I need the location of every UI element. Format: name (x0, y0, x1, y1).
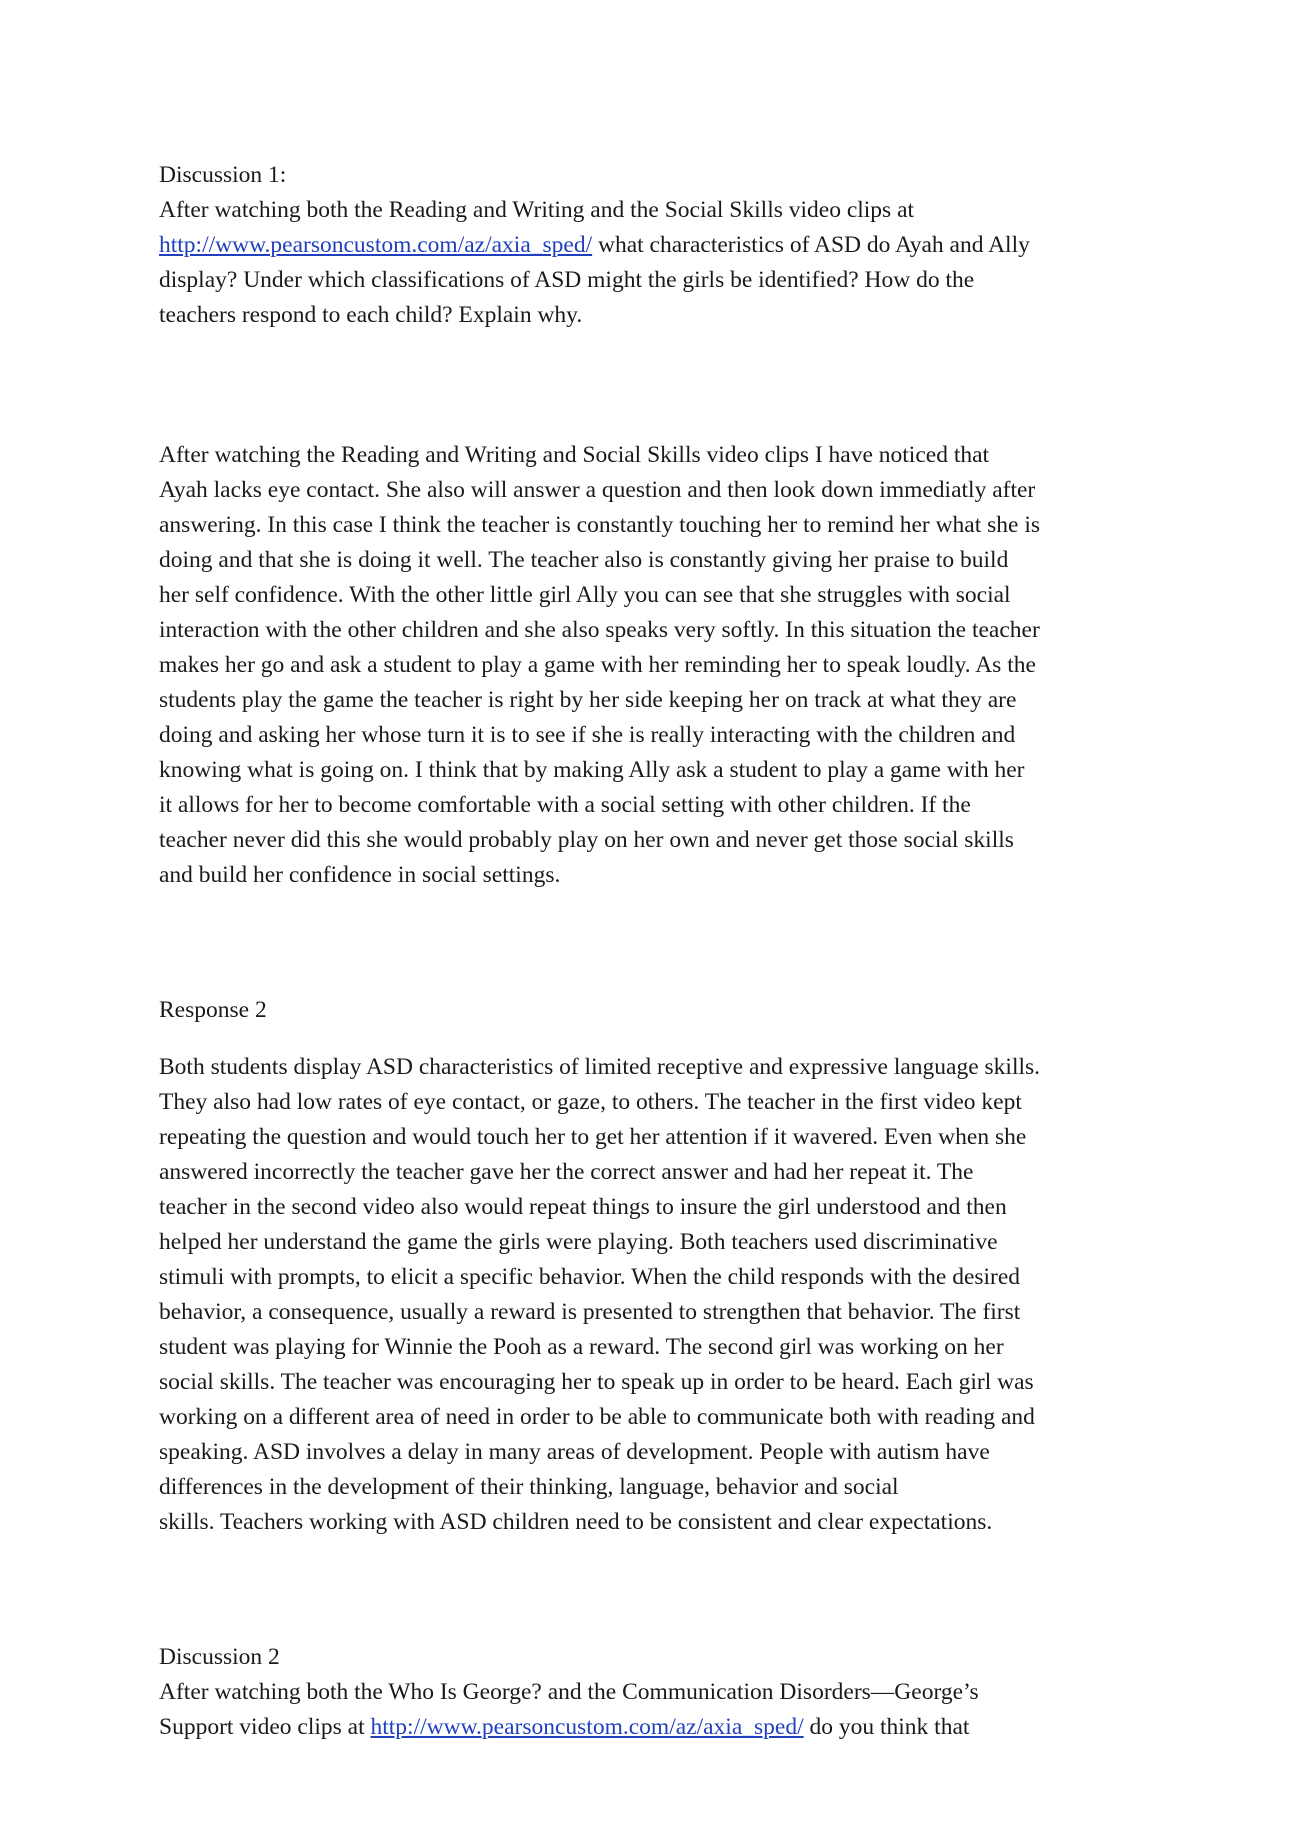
response-1-line: After watching the Reading and Writing and Social Skills video clips I have noticed that (159, 442, 990, 468)
discussion-2-heading: Discussion 2 (159, 1644, 280, 1670)
discussion-1 (159, 158, 1159, 333)
discussion-1-line: display? Under which classifications of ASD might the girls be identified? How do the (159, 267, 975, 293)
discussion-1-heading: Discussion 1: (159, 162, 287, 188)
discussion-2 (159, 1640, 1159, 1745)
response-2-line: skills. Teachers working with ASD children need to be consistent and clear expectations. (159, 1509, 993, 1535)
pearson-link[interactable]: http://www.pearsoncustom.com/az/axia_sped/ (159, 232, 593, 258)
spacer (159, 333, 1159, 438)
response-1-line: her self confidence. With the other little girl Ally you can see that she struggles with social (159, 582, 1011, 608)
response-1-line: doing and asking her whose turn it is to see if she is really interacting with the children and (159, 722, 1016, 748)
response-1-line: makes her go and ask a student to play a game with her reminding her to speak loudly. As the (159, 652, 1036, 678)
response-1-line: teacher never did this she would probably play on her own and never get those social skills (159, 827, 1014, 853)
response-2-line: repeating the question and would touch her to get her attention if it wavered. Even when she (159, 1124, 1027, 1150)
pearson-link[interactable]: http://www.pearsoncustom.com/az/axia_sped/ (370, 1714, 804, 1740)
discussion-1-line: teachers respond to each child? Explain why. (159, 302, 583, 328)
response-2-line: Both students display ASD characteristics of limited receptive and expressive language skills. (159, 1054, 1041, 1080)
response-1 (159, 438, 1159, 893)
response-2-line: differences in the development of their thinking, language, behavior and social (159, 1474, 899, 1500)
spacer (159, 893, 1159, 993)
response-2 (159, 993, 1159, 1540)
discussion-2-line: After watching both the Who Is George? and the Communication Disorders—George’s (159, 1679, 979, 1705)
response-1-line: it allows for her to become comfortable with a social setting with other children. If the (159, 792, 971, 818)
discussion-2-link-line (159, 1710, 1159, 1745)
response-1-line: interaction with the other children and she also speaks very softly. In this situation the teacher (159, 617, 1040, 643)
response-2-line: student was playing for Winnie the Pooh as a reward. The second girl was working on her (159, 1334, 1004, 1360)
response-1-line: doing and that she is doing it well. The teacher also is constantly giving her praise to build (159, 547, 1009, 573)
response-2-line: stimuli with prompts, to elicit a specific behavior. When the child responds with the desired (159, 1264, 1021, 1290)
response-1-line: and build her confidence in social settings. (159, 862, 561, 888)
response-2-line: working on a different area of need in order to be able to communicate both with reading and (159, 1404, 1035, 1430)
spacer (159, 1540, 1159, 1640)
response-1-line: Ayah lacks eye contact. She also will answer a question and then look down immediatly after (159, 477, 1036, 503)
response-2-line: social skills. The teacher was encouraging her to speak up in order to be heard. Each girl was (159, 1369, 1034, 1395)
response-2-heading: Response 2 (159, 997, 267, 1023)
response-2-line: speaking. ASD involves a delay in many areas of development. People with autism have (159, 1439, 990, 1465)
response-2-line: behavior, a consequence, usually a reward is presented to strengthen that behavior. The first (159, 1299, 1021, 1325)
response-2-line: They also had low rates of eye contact, or gaze, to others. The teacher in the first video kept (159, 1089, 1022, 1115)
response-1-line: knowing what is going on. I think that by making Ally ask a student to play a game with her (159, 757, 1025, 783)
discussion-2-after-link: do you think that (803, 1714, 970, 1740)
response-1-line: answering. In this case I think the teacher is constantly touching her to remind her what she is (159, 512, 1041, 538)
discussion-2-before-link: Support video clips at (159, 1714, 371, 1740)
document-body (159, 158, 1159, 1745)
response-2-line: teacher in the second video also would repeat things to insure the girl understood and then (159, 1194, 1007, 1220)
discussion-1-after-link: what characteristics of ASD do Ayah and Ally (592, 232, 1030, 258)
spacer (159, 1028, 1159, 1050)
discussion-1-link-line (159, 228, 1159, 263)
response-2-line: answered incorrectly the teacher gave her the correct answer and had her repeat it. The (159, 1159, 974, 1185)
discussion-1-line: After watching both the Reading and Writing and the Social Skills video clips at (159, 197, 915, 223)
response-1-line: students play the game the teacher is right by her side keeping her on track at what they are (159, 687, 1017, 713)
response-2-line: helped her understand the game the girls were playing. Both teachers used discriminative (159, 1229, 998, 1255)
